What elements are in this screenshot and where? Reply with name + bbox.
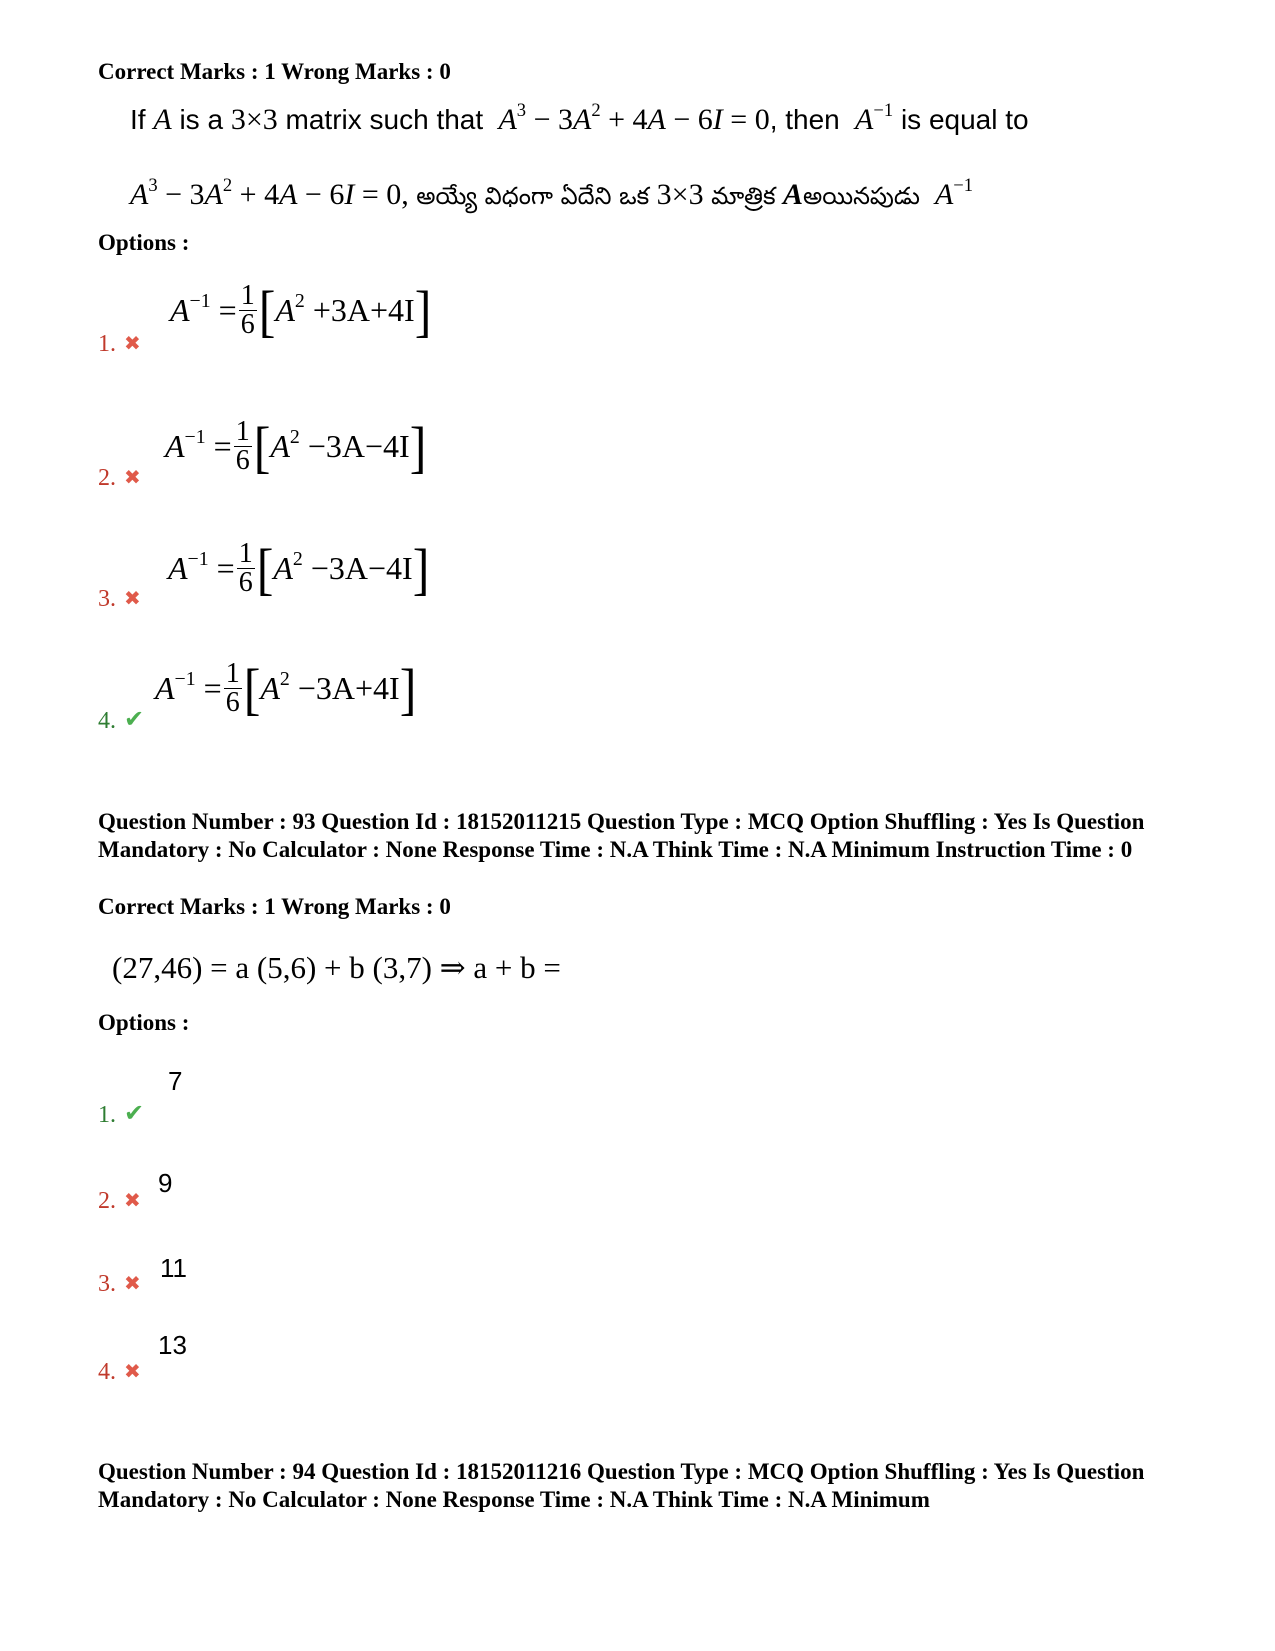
q-equation-te: $A^3 - 3A^2 + 4A - 6I = 0$, — [130, 174, 409, 211]
q-telugu-text: మాత్రిక — [711, 182, 776, 210]
q-size-te: 3×3 — [656, 178, 704, 211]
option-number — [98, 464, 141, 492]
option-number — [98, 1100, 144, 1129]
fraction: $\frac{1}{6}$ — [225, 658, 240, 718]
option-formula: $A^{-1}$ = $\frac{1}{6}$ [ $A^2 -3A+4I$ ] — [155, 656, 417, 721]
option-number — [98, 1187, 141, 1215]
cross-icon: ✖ — [124, 467, 141, 489]
option-number — [98, 1358, 141, 1386]
cross-icon: ✖ — [124, 1190, 141, 1212]
q-matrix-symbol-te: A — [782, 178, 803, 211]
option-number — [98, 1270, 141, 1298]
option-number — [98, 706, 144, 735]
option-inner: −3A+4I — [297, 670, 400, 706]
option-number — [98, 330, 141, 358]
option-formula: $A^{-1}$ = $\frac{1}{6}$ [ $A^2 -3A-4I$ ] — [165, 414, 427, 479]
question-meta-94: Question Number : 94 Question Id : 18152011216 Question Type : MCQ Option Shuffling : Yes Is Question Mandatory : No Calculator : None Response Time : N.A Think Time : N.A Minimum — [98, 1459, 1145, 1512]
cross-icon: ✖ — [124, 1273, 141, 1295]
q-word: matrix such that — [285, 104, 484, 135]
option-value: 13 — [158, 1330, 187, 1360]
option-num-label: 3. — [98, 1271, 116, 1297]
cross-icon: ✖ — [124, 1361, 141, 1383]
q-inverse-te: $A^{-1}$ — [934, 174, 974, 211]
option-number — [98, 585, 141, 613]
q-size: 3×3 — [230, 103, 278, 136]
cross-icon: ✖ — [124, 588, 141, 610]
q-inverse: $A^{-1}$ — [855, 99, 894, 136]
question-text-english — [130, 99, 1029, 137]
correct-marks-line: Correct Marks : 1 Wrong Marks : 0 — [98, 894, 451, 919]
fraction: $\frac{1}{6}$ — [235, 416, 250, 476]
option-num-label: 4. — [98, 1359, 116, 1385]
check-icon: ✔ — [124, 1101, 145, 1127]
option-num-label: 1. — [98, 1102, 116, 1128]
q-word: is a — [179, 104, 224, 135]
check-icon: ✔ — [124, 707, 145, 733]
fraction: $\frac{1}{6}$ — [240, 280, 255, 340]
option-formula: $A^{-1}$ = $\frac{1}{6}$ [ $A^2 -3A-4I$ ] — [168, 536, 430, 601]
option-num-label: 1. — [98, 331, 116, 357]
q-telugu-text: అయినపుడు — [803, 182, 920, 210]
option-value: 11 — [160, 1253, 187, 1283]
options-label: Options : — [98, 230, 190, 255]
q-word: If — [130, 104, 146, 135]
q-word: , then — [769, 104, 840, 135]
option-num-label: 2. — [98, 1188, 116, 1214]
option-inner: −3A−4I — [307, 428, 410, 464]
question-meta-93: Question Number : 93 Question Id : 18152011215 Question Type : MCQ Option Shuffling : Yes Is Question Mandatory : No Calculator : None Response Time : N.A Think Time : N.A Minimum Instruction Time : 0 — [98, 809, 1145, 862]
option-num-label: 4. — [98, 708, 116, 734]
q-telugu-text: అయ్యే విధంగా ఏదేని ఒక — [416, 182, 650, 210]
question-text-telugu — [130, 174, 974, 216]
option-value: 9 — [158, 1168, 173, 1198]
option-inner: −3A−4I — [310, 550, 413, 586]
q-matrix-symbol: A — [153, 103, 172, 136]
cross-icon: ✖ — [124, 333, 141, 355]
option-num-label: 2. — [98, 465, 116, 491]
q-word: is equal to — [900, 104, 1029, 135]
option-num-label: 3. — [98, 586, 116, 612]
fraction: $\frac{1}{6}$ — [238, 538, 253, 598]
options-label: Options : — [98, 1010, 190, 1035]
option-inner: +3A+4I — [312, 292, 415, 328]
correct-marks-line: Correct Marks : 1 Wrong Marks : 0 — [98, 59, 451, 84]
question-text-93: (27,46) = a (5,6) + b (3,7) ⇒ a + b = — [112, 950, 561, 985]
option-formula: $A^{-1}$ = $\frac{1}{6}$ [ $A^2 +3A+4I$ ] — [170, 278, 432, 343]
option-value: 7 — [168, 1066, 183, 1096]
q-equation: $A^3 - 3A^2 + 4A - 6I = 0$ — [498, 99, 770, 136]
